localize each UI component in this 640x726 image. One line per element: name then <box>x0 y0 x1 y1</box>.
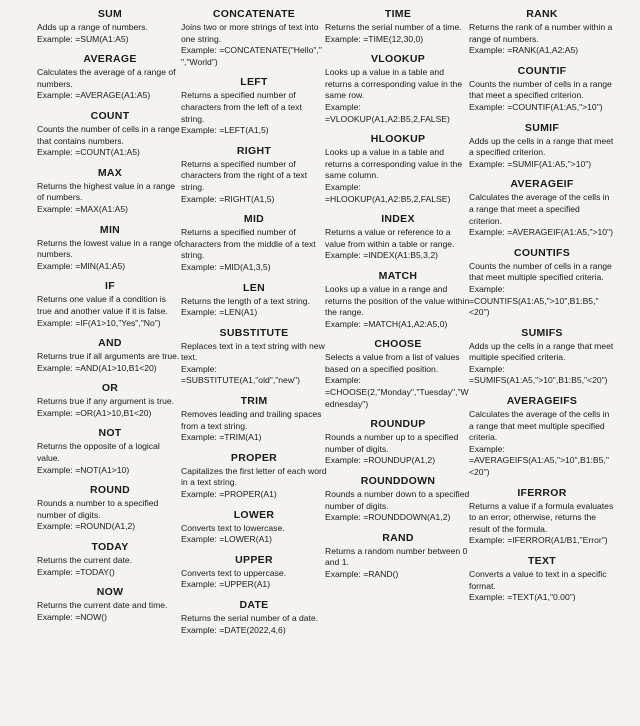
function-name: SUMIF <box>524 121 560 134</box>
function-entry-now <box>37 586 183 623</box>
function-example: Example: =MAX(A1:A5) <box>37 203 128 214</box>
function-example: Example: =SUBSTITUTE(A1,"old","new") <box>181 363 300 386</box>
function-description: Adds up a range of numbers. <box>37 22 148 32</box>
function-entry-roundup <box>325 418 471 467</box>
function-example: Example: =INDEX(A1:B5,3,2) <box>325 250 438 261</box>
function-description: Converts text to lowercase. <box>181 522 285 533</box>
function-entry-sumif <box>469 122 615 171</box>
function-entry-averageif <box>469 178 615 238</box>
function-name: LEN <box>243 281 265 294</box>
function-entry-concatenate <box>181 8 327 68</box>
function-entry-upper <box>181 554 327 591</box>
function-entry-len <box>181 282 327 319</box>
function-description: Selects a value from a list of values based on a specified position. <box>325 352 460 374</box>
function-example: Example: =HLOOKUP(A1,A2:B5,2,FALSE) <box>325 181 451 204</box>
function-entry-index <box>325 213 471 262</box>
function-name: HLOOKUP <box>370 133 426 146</box>
function-entry-hlookup <box>325 133 471 205</box>
function-example: Example: =LEN(A1) <box>181 307 258 318</box>
function-description: Replaces text in a text string with new text. <box>181 340 325 363</box>
function-description: Returns a specified number of characters from the right of a text string. <box>181 158 308 192</box>
function-description: Returns a value or reference to a value from within a table or range. <box>325 227 455 249</box>
function-entry-count <box>37 110 183 159</box>
function-name: AVERAGE <box>83 53 137 66</box>
function-example: Example: =AND(A1>10,B1<20) <box>37 362 157 373</box>
function-description: Returns a specified number of characters from the middle of a text string. <box>181 227 316 261</box>
function-example: Example: =RAND() <box>325 569 399 579</box>
function-name: CONCATENATE <box>212 8 296 20</box>
function-name: SUMIFS <box>521 326 563 339</box>
function-entry-mid <box>181 213 327 273</box>
function-description: Returns one value if a condition is true and another value if it is false. <box>37 294 168 316</box>
function-description: Returns the serial number of a time. <box>325 22 462 32</box>
function-description: Looks up a value in a range and returns the position of the value within the range. <box>325 283 470 318</box>
function-entry-and <box>37 337 183 374</box>
function-name: MID <box>243 213 265 226</box>
function-name: IF <box>105 280 115 293</box>
function-description: Returns the opposite of a logical value. <box>37 441 160 464</box>
function-name: LOWER <box>233 508 275 521</box>
function-example: Example: =MIN(A1:A5) <box>37 260 126 271</box>
function-entry-left <box>181 76 327 136</box>
function-description: Converts a value to text in a specific format. <box>469 569 607 591</box>
function-name: AVERAGEIFS <box>506 395 578 408</box>
function-name: RAND <box>382 531 414 544</box>
function-name: INDEX <box>381 213 415 226</box>
function-example: Example: =ROUNDDOWN(A1,2) <box>325 512 451 523</box>
function-example: Example: =MID(A1,3,5) <box>181 261 271 272</box>
function-description: Counts the number of cells in a range that meet multiple specified criteria. <box>469 260 612 283</box>
function-example: Example: =AVERAGE(A1:A5) <box>37 90 151 101</box>
function-entry-rand <box>325 532 471 581</box>
function-example: Example: =PROPER(A1) <box>181 489 277 500</box>
function-name: ROUND <box>90 484 130 497</box>
function-description: Looks up a value in a table and returns a corresponding value in the same row. <box>325 67 463 101</box>
function-name: SUM <box>97 8 123 20</box>
function-entry-substitute <box>181 327 327 387</box>
function-entry-match <box>325 270 471 330</box>
function-name: LEFT <box>240 76 268 89</box>
function-description: Converts text to uppercase. <box>181 567 287 578</box>
function-name: MATCH <box>378 269 418 282</box>
function-example: Example: =TRIM(A1) <box>181 432 262 443</box>
function-name: ROUNDDOWN <box>360 475 436 488</box>
function-column-2 <box>181 8 327 644</box>
function-name: RIGHT <box>236 144 272 157</box>
function-description: Returns the highest value in a range of numbers. <box>37 180 176 203</box>
function-column-3 <box>325 8 471 589</box>
function-description: Returns the current date and time. <box>37 600 168 611</box>
function-example: Example: =TODAY() <box>37 566 115 577</box>
function-description: Returns true if any argument is true. <box>37 396 175 407</box>
function-name: TEXT <box>527 555 557 567</box>
function-entry-sumifs <box>469 327 615 387</box>
function-name: AVERAGEIF <box>510 178 574 191</box>
function-example: Example: =UPPER(A1) <box>181 579 271 590</box>
function-entry-trim <box>181 395 327 444</box>
function-example: Example: =IFERROR(A1/B1,"Error") <box>469 535 608 546</box>
function-example: Example: =IF(A1>10,"Yes","No") <box>37 317 161 328</box>
function-entry-max <box>37 167 183 216</box>
function-name: COUNT <box>90 109 130 122</box>
function-example: Example: =CONCATENATE("Hello"," ","World") <box>181 45 322 67</box>
function-name: RANK <box>526 8 558 20</box>
function-description: Calculates the average of the cells in a range that meet a specified criterion. <box>469 192 610 226</box>
function-description: Returns the length of a text string. <box>181 295 310 306</box>
function-name: TIME <box>384 8 412 20</box>
function-example: Example: =SUMIF(A1:A5,">10") <box>469 158 592 169</box>
function-entry-proper <box>181 452 327 501</box>
function-name: PROPER <box>230 451 278 464</box>
function-entry-countifs <box>469 247 615 319</box>
function-example: Example: =COUNT(A1:A5) <box>37 147 140 158</box>
function-description: Calculates the average of the cells in a range that meet multiple specified criteria. <box>469 409 610 443</box>
function-example: Example: =DATE(2022,4,6) <box>181 624 286 635</box>
function-name: TODAY <box>91 541 129 554</box>
function-example: Example: =TEXT(A1,"0.00") <box>469 592 576 603</box>
function-name: IFERROR <box>517 486 567 499</box>
function-description: Looks up a value in a table and returns a corresponding value in the same column. <box>325 147 463 181</box>
function-entry-rounddown <box>325 475 471 524</box>
function-column-4 <box>469 8 615 612</box>
function-entry-iferror <box>469 487 615 547</box>
function-description: Adds up the cells in a range that meet multiple specified criteria. <box>469 340 614 363</box>
function-example: Example: =OR(A1>10,B1<20) <box>37 407 152 418</box>
function-entry-right <box>181 145 327 205</box>
function-description: Calculates the average of a range of numbers. <box>37 67 176 89</box>
function-entry-vlookup <box>325 53 471 125</box>
function-name: COUNTIF <box>517 64 567 77</box>
function-example: Example: =NOT(A1>10) <box>37 464 130 475</box>
function-entry-today <box>37 541 183 578</box>
function-example: Example: =LEFT(A1,5) <box>181 125 269 136</box>
function-description: Returns the lowest value in a range of numbers. <box>37 237 182 260</box>
function-example: Example: =ROUNDUP(A1,2) <box>325 455 436 466</box>
function-entry-or <box>37 382 183 419</box>
function-name: DATE <box>239 599 269 611</box>
function-description: Capitalizes the first letter of each word in a text string. <box>181 465 327 488</box>
function-description: Returns true if all arguments are true. <box>37 351 180 362</box>
function-entry-not <box>37 427 183 476</box>
function-description: Counts the number of cells in a range that contains numbers. <box>37 123 180 146</box>
function-entry-rank <box>469 8 615 57</box>
function-example: Example: =AVERAGEIF(A1:A5,">10") <box>469 227 613 238</box>
function-entry-round <box>37 484 183 533</box>
function-name: AND <box>98 337 122 350</box>
function-example: Example: =COUNTIFS(A1:A5,">10",B1:B5,"<20") <box>469 283 599 318</box>
function-entry-date <box>181 599 327 636</box>
function-example: Example: =AVERAGEIFS(A1:A5,">10",B1:B5,"<20") <box>469 443 609 478</box>
function-name: NOT <box>98 427 122 440</box>
function-example: Example: =NOW() <box>37 611 107 622</box>
function-entry-if <box>37 280 183 329</box>
function-entry-time <box>325 8 471 45</box>
function-name: NOW <box>96 586 124 599</box>
function-example: Example: =ROUND(A1,2) <box>37 521 136 532</box>
function-description: Rounds a number up to a specified number of digits. <box>325 432 459 454</box>
function-description: Returns the serial number of a date. <box>181 613 319 623</box>
function-column-1 <box>37 8 183 631</box>
function-entry-lower <box>181 509 327 546</box>
function-example: Example: =RANK(A1,A2:A5) <box>469 45 579 56</box>
function-description: Returns a specified number of characters from the left of a text string. <box>181 90 302 124</box>
function-entry-sum <box>37 8 183 45</box>
function-example: Example: =SUM(A1:A5) <box>37 33 129 44</box>
function-example: Example: =SUMIFS(A1:A5,">10",B1:B5,"<20") <box>469 363 608 386</box>
function-description: Returns the current date. <box>37 555 133 566</box>
function-entry-average <box>37 53 183 102</box>
function-example: Example: =RIGHT(A1,5) <box>181 193 275 204</box>
function-description: Adds up the cells in a range that meet a specified criterion. <box>469 135 614 158</box>
function-example: Example: =LOWER(A1) <box>181 534 272 545</box>
function-name: MAX <box>97 166 123 179</box>
function-description: Returns the rank of a number within a range of numbers. <box>469 22 613 44</box>
function-name: COUNTIFS <box>513 246 571 259</box>
function-name: UPPER <box>235 553 273 566</box>
function-name: OR <box>101 382 119 395</box>
function-description: Returns a value if a formula evaluates to an error; otherwise, returns the result of the formula. <box>469 500 614 534</box>
function-description: Joins two or more strings of text into one string. <box>181 22 319 44</box>
function-name: CHOOSE <box>374 338 422 351</box>
function-entry-countif <box>469 65 615 114</box>
function-entry-averageifs <box>469 395 615 479</box>
function-description: Returns a random number between 0 and 1. <box>325 545 468 568</box>
function-example: Example: =COUNTIF(A1:A5,">10") <box>469 101 603 112</box>
function-name: MIN <box>99 223 121 236</box>
function-description: Counts the number of cells in a range that meet a specified criterion. <box>469 78 612 101</box>
function-description: Removes leading and trailing spaces from a text string. <box>181 409 322 431</box>
function-example: Example: =TIME(12,30,0) <box>325 33 424 44</box>
function-example: Example: =CHOOSE(2,"Monday","Tuesday","Wednesday") <box>325 375 469 409</box>
function-name: ROUNDUP <box>370 418 426 431</box>
function-name: SUBSTITUTE <box>219 326 289 339</box>
function-description: Rounds a number down to a specified number of digits. <box>325 489 470 511</box>
function-entry-min <box>37 224 183 273</box>
function-name: VLOOKUP <box>370 53 426 66</box>
function-name: TRIM <box>240 395 268 408</box>
function-entry-text <box>469 555 615 604</box>
function-example: Example: =MATCH(A1,A2:A5,0) <box>325 318 448 329</box>
function-entry-choose <box>325 338 471 410</box>
function-description: Rounds a number to a specified number of digits. <box>37 498 159 520</box>
function-example: Example: =VLOOKUP(A1,A2:B5,2,FALSE) <box>325 101 450 124</box>
